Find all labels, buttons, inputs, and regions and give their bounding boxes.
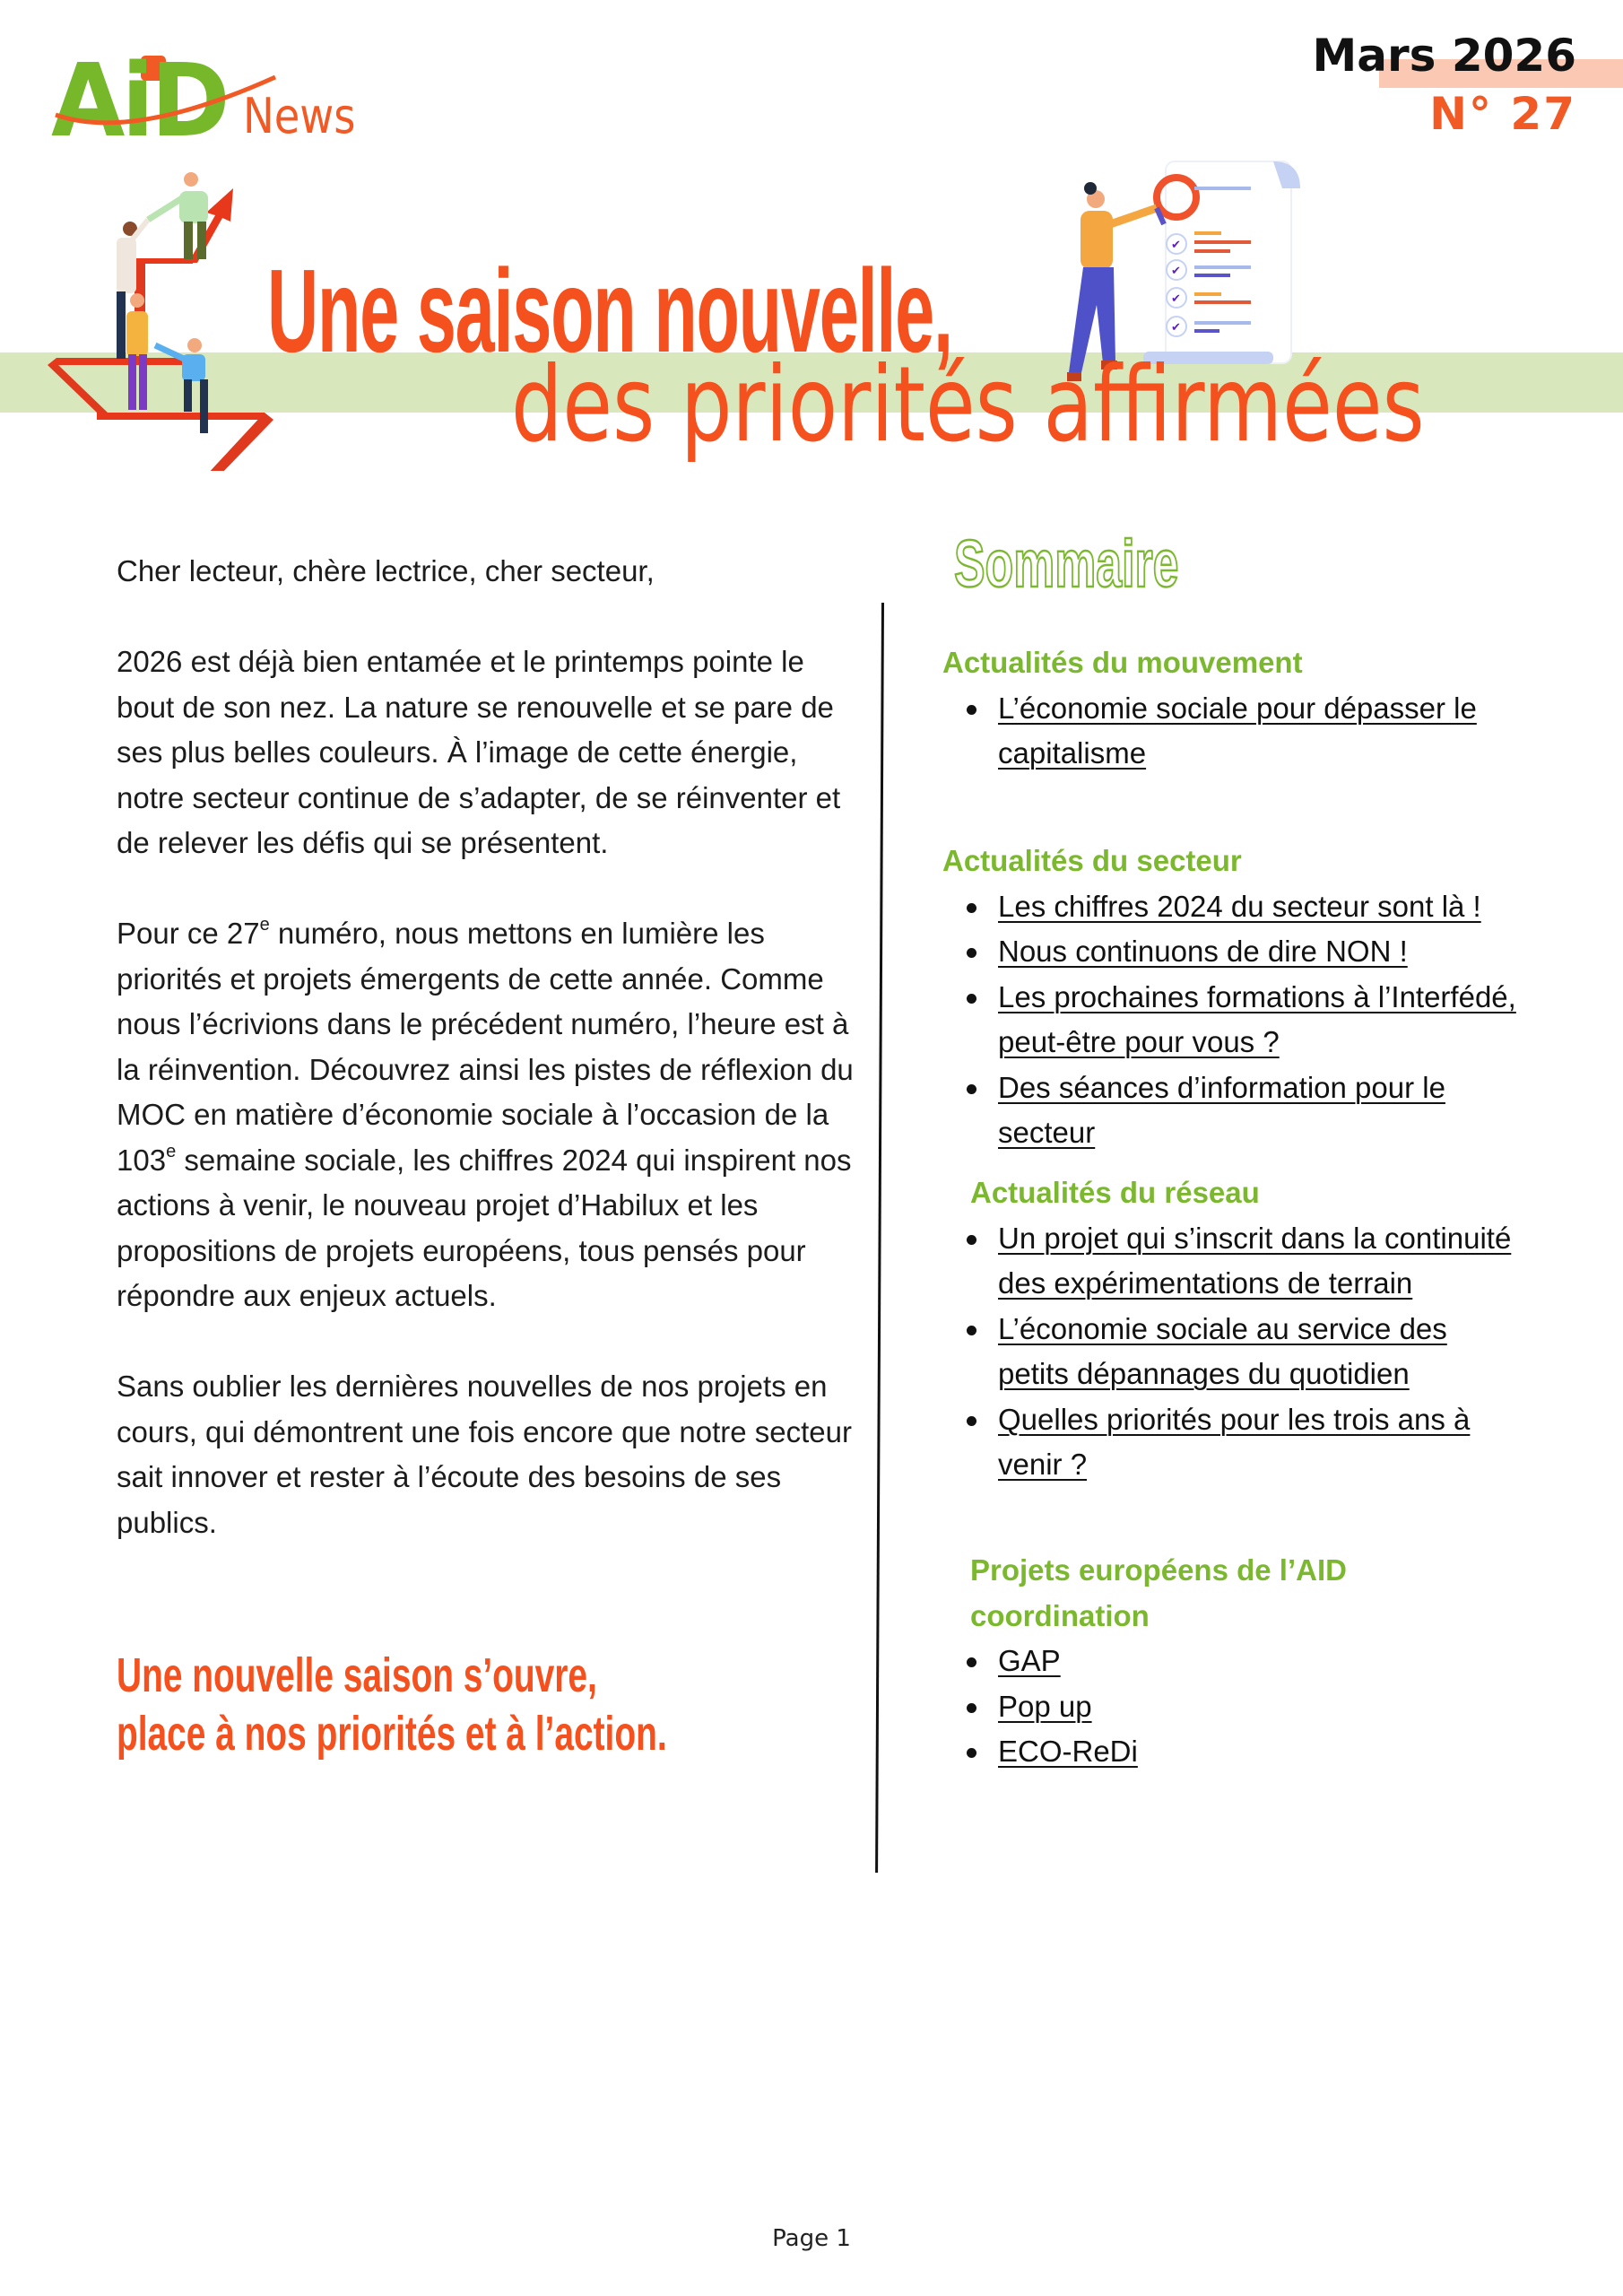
svg-text:✔: ✔ [1171,292,1181,306]
toc-item [942,1684,1401,1730]
toc-list [942,1216,1517,1488]
toc-heading: Actualités du mouvement [942,646,1303,679]
svg-text:✔: ✔ [1171,321,1181,335]
bullet-icon [967,705,976,715]
bullet-icon [967,1657,976,1667]
editorial-paragraph-2: 2026 est déjà bien entamée et le printemps pointe le bout de son nez. La nature se renouvelle et se pare de ses plus belles couleurs. À l’image de cette énergie, notre secteur continue de s’adapter, de se réinventer et de relever les défis qui se présentent. [117,645,841,859]
editorial-paragraph-3 [117,911,870,1319]
toc-item [942,975,1516,1065]
ordinal-superscript: e [166,1141,177,1161]
aid-news-logo [51,43,374,160]
bullet-icon [967,1416,976,1426]
toc-list [942,686,1516,777]
toc-item [942,1216,1517,1307]
toc-link[interactable]: L’économie sociale pour dépasser le capitalisme [998,691,1477,770]
bullet-icon [967,1748,976,1758]
toc-item [942,1729,1401,1775]
svg-text:✔: ✔ [1171,265,1181,278]
sommaire-title: Sommaire [954,526,1179,601]
editorial-column [117,549,870,1591]
toc-heading: Actualités du secteur [942,844,1242,877]
toc-section-mouvement [942,640,1516,777]
toc-heading: Projets européens de l’AID coordination [970,1553,1347,1632]
page-number: Page 1 [772,2225,851,2252]
toc-link[interactable]: Les prochaines formations à l’Interfédé, peut-être pour vous ? [998,979,1516,1058]
text-segment: semaine sociale, les chiffres 2024 qui inspirent nos actions à venir, le nouveau projet d’Habilux et les propositions de projets européens, tous pensés pour répondre aux enjeux actuels. [117,1143,852,1312]
toc-link[interactable]: Pop up [998,1689,1092,1723]
toc-link[interactable]: Un projet qui s’inscrit dans la continuité des expérimentations de terrain [998,1221,1512,1300]
toc-item [942,1065,1516,1156]
toc-link[interactable]: L’économie sociale au service des petits dépannages du quotidien [998,1311,1447,1390]
bullet-icon [967,1703,976,1713]
toc-section-secteur [942,839,1516,1156]
toc-link[interactable]: Les chiffres 2024 du secteur sont là ! [998,889,1481,923]
bullet-icon [967,903,976,913]
toc-item [942,1639,1401,1684]
toc-item [942,686,1516,777]
toc-link[interactable]: Nous continuons de dire NON ! [998,935,1408,968]
headline-line-1: Une saison nouvelle, [267,245,952,377]
logo-brand: AiD [51,43,227,160]
editorial-greeting: Cher lecteur, chère lectrice, cher secteur, [117,554,655,587]
bullet-icon [967,1326,976,1335]
toc-list [942,1639,1401,1775]
toc-link[interactable]: GAP [998,1644,1061,1677]
closing-line-1: Une nouvelle saison s’ouvre, [117,1648,597,1702]
closing-statement [117,1647,667,1763]
bullet-icon [967,994,976,1004]
headline-line-2: des priorités affirmées [511,344,1425,465]
toc-link[interactable]: ECO-ReDi [998,1735,1138,1768]
toc-item [942,929,1516,975]
toc-item [942,884,1516,930]
toc-heading: Actualités du réseau [970,1176,1260,1209]
logo-news: News [243,88,356,144]
svg-text:✔: ✔ [1171,239,1181,252]
toc-link[interactable]: Des séances d’information pour le secteur [998,1070,1445,1149]
toc-item [942,1397,1517,1488]
toc-list [942,884,1516,1156]
ordinal-superscript: e [259,915,270,935]
issue-date: Mars 2026 [1312,30,1576,82]
bullet-icon [967,948,976,958]
text-segment: numéro, nous mettons en lumière les priorités et projets émergents de cette année. Comme nous l’écrivions dans le précédent numéro, l’heure est à la réinvention. Découvrez ainsi les pistes de réflexion du MOC en matière d’économie sociale à l’occasion de la 103 [117,917,854,1177]
text-segment: Pour ce 27 [117,917,260,950]
bullet-icon [967,1084,976,1094]
column-divider [875,603,884,1873]
toc-link[interactable]: Quelles priorités pour les trois ans à venir ? [998,1402,1471,1481]
toc-item [942,1307,1517,1397]
issue-number: N° 27 [1429,88,1576,140]
toc-section-projets-europeens [970,1548,1401,1775]
toc-section-reseau [970,1170,1517,1488]
closing-line-2: place à nos priorités et à l’action. [117,1707,667,1761]
editorial-paragraph-4: Sans oublier les dernières nouvelles de nos projets en cours, qui démontrent une fois encore que notre secteur sait innover et rester à l’écoute des besoins de ses publics. [117,1370,852,1539]
bullet-icon [967,1235,976,1245]
